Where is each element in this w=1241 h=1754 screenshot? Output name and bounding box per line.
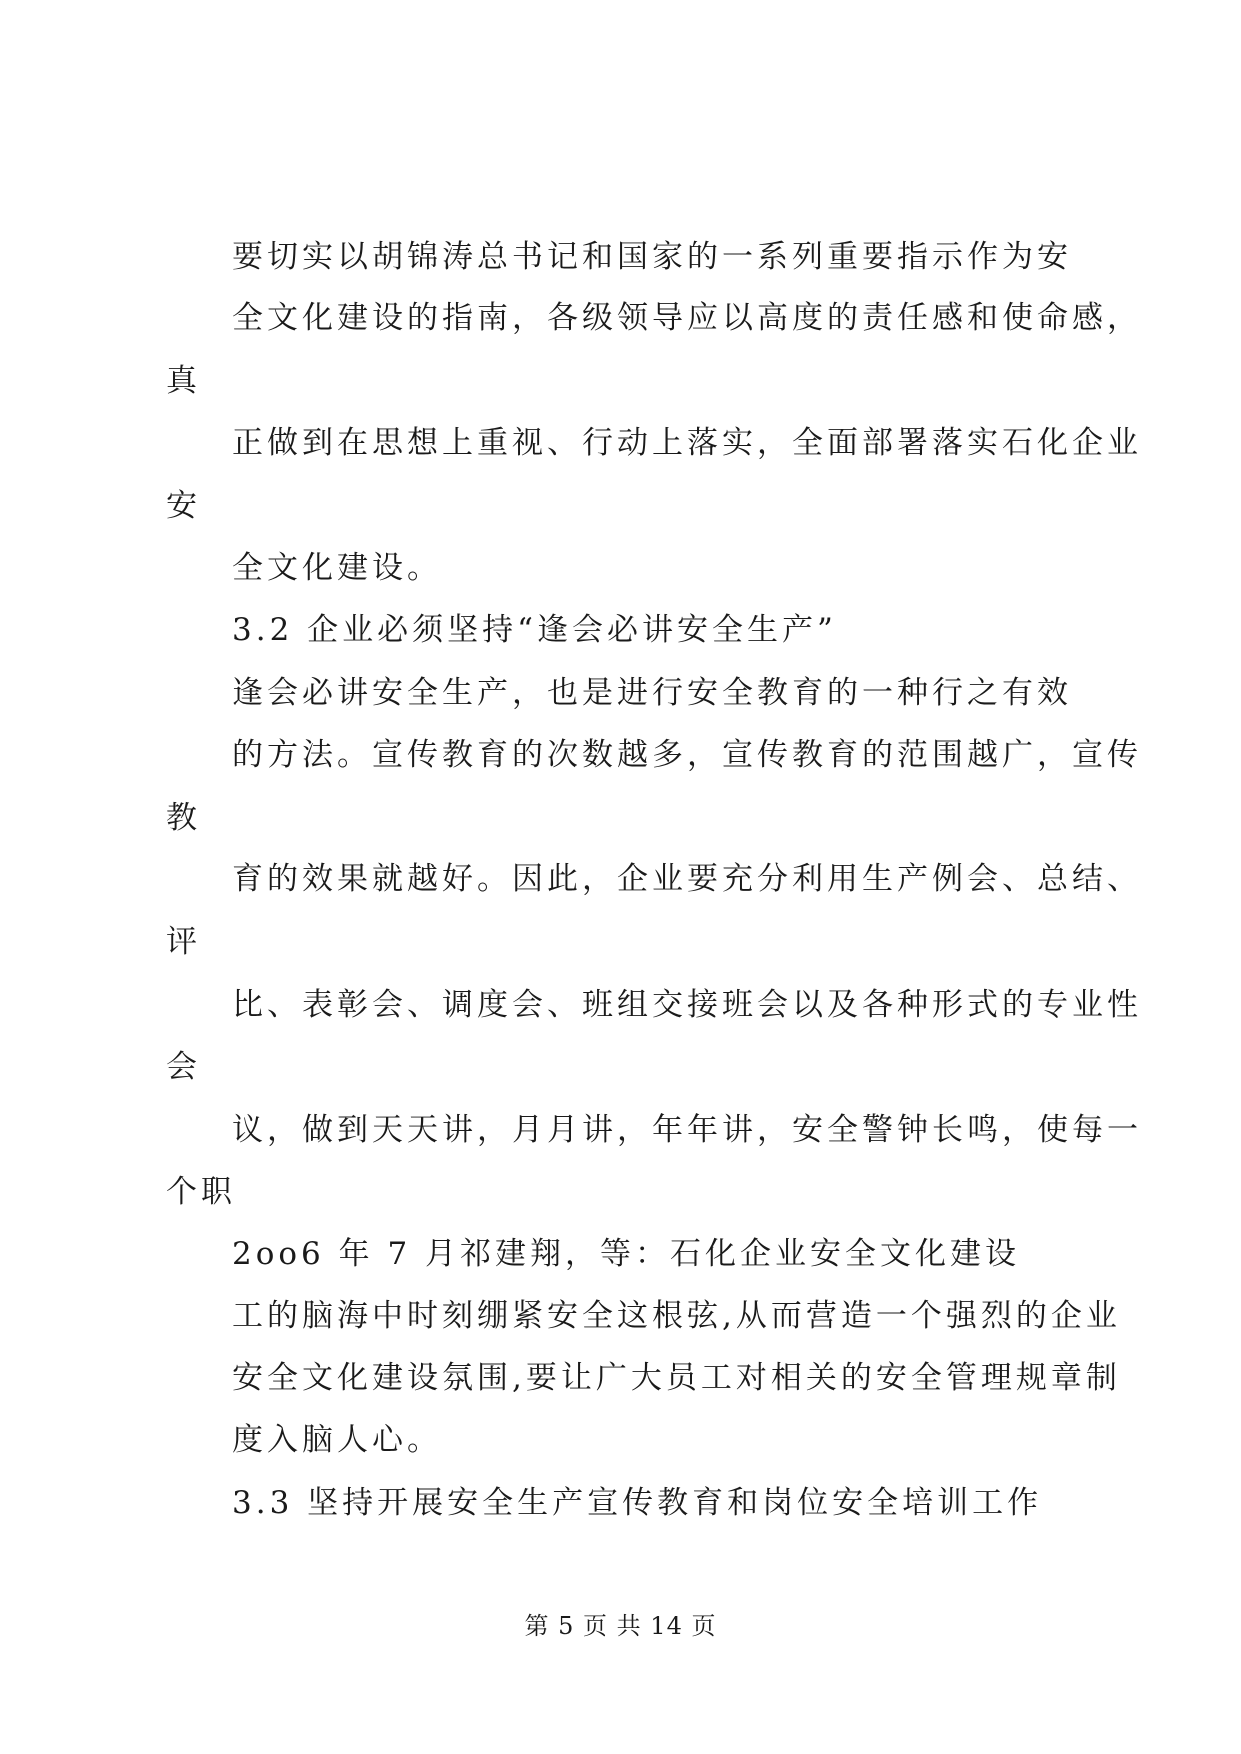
- text-line: 教: [166, 800, 201, 836]
- text-line: 个职: [166, 1174, 236, 1210]
- text-line: 安全文化建设氛围,要让广大员工对相关的安全管理规章制: [232, 1360, 1121, 1396]
- text-line: 会: [166, 1049, 201, 1085]
- section-heading: 3.3 坚持开展安全生产宣传教育和岗位安全培训工作: [232, 1485, 1043, 1521]
- text-line: 度入脑人心。: [232, 1422, 442, 1458]
- text-line: 逢会必讲安全生产，也是进行安全教育的一种行之有效: [232, 675, 1072, 711]
- running-header: 2oo6 年 7 月祁建翔，等：石化企业安全文化建设: [232, 1236, 1021, 1272]
- text-line: 安: [166, 488, 201, 524]
- text-line: 工的脑海中时刻绷紧安全这根弦,从而营造一个强烈的企业: [232, 1298, 1121, 1334]
- text-line: 议，做到天天讲，月月讲，年年讲，安全警钟长鸣，使每一: [232, 1112, 1142, 1148]
- text-line: 的方法。宣传教育的次数越多，宣传教育的范围越广，宣传: [232, 737, 1142, 773]
- text-line: 全文化建设的指南，各级领导应以高度的责任感和使命感，: [232, 300, 1142, 336]
- text-line: 比、表彰会、调度会、班组交接班会以及各种形式的专业性: [232, 987, 1142, 1023]
- text-line: 育的效果就越好。因此，企业要充分利用生产例会、总结、: [232, 861, 1142, 897]
- text-line: 全文化建设。: [232, 550, 442, 586]
- text-line: 正做到在思想上重视、行动上落实，全面部署落实石化企业: [232, 425, 1142, 461]
- section-heading: 3.2 企业必须坚持“逢会必讲安全生产”: [232, 612, 837, 648]
- page-number: 第 5 页 共 14 页: [524, 1612, 717, 1640]
- text-line: 真: [166, 363, 201, 399]
- text-line: 评: [166, 924, 201, 960]
- text-line: 要切实以胡锦涛总书记和国家的一系列重要指示作为安: [232, 239, 1072, 275]
